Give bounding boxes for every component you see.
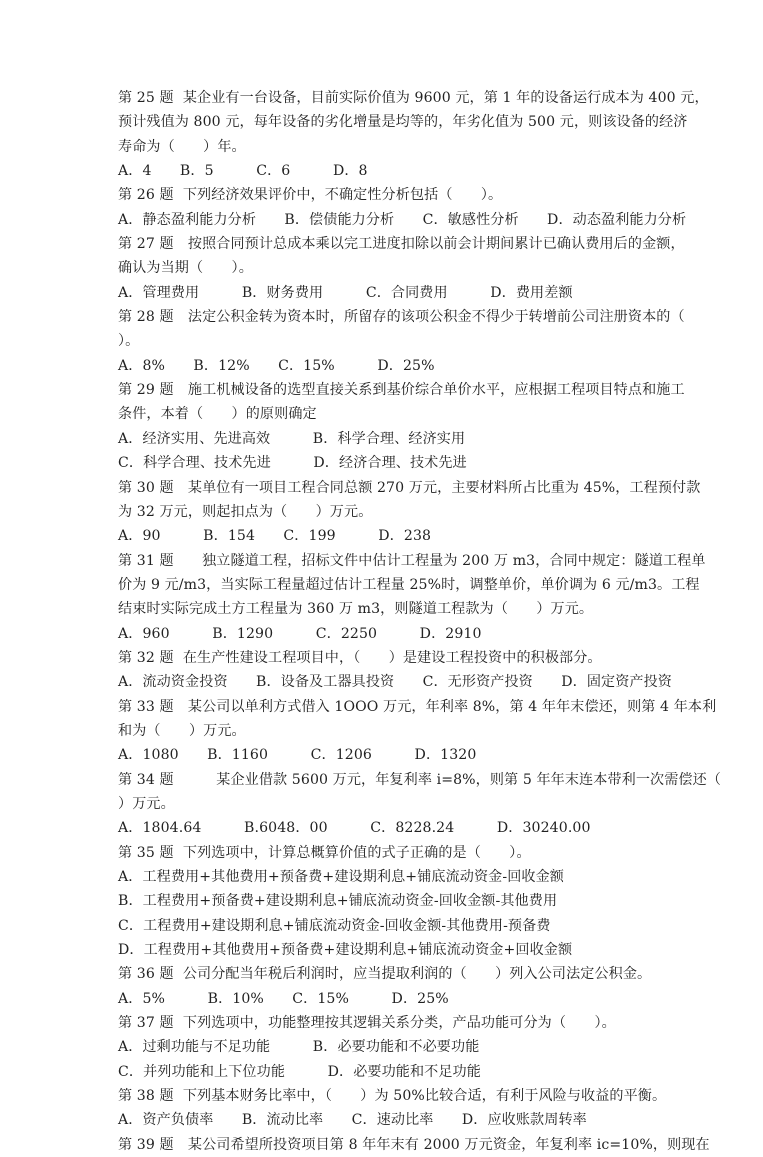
text-line: 和为（ ）万元。	[118, 722, 246, 739]
text-line: A．90 B．154 C．199 D．238	[118, 528, 432, 545]
text-line: C．并列功能和上下位功能 D．必要功能和不足功能	[118, 1063, 481, 1080]
text-line: 预计残值为 800 元，每年设备的劣化增量是均等的，年劣化值为 500 元，则该设备的经济	[118, 114, 688, 131]
text-line: A．1080 B．1160 C．1206 D．1320	[118, 747, 477, 764]
text-line: 第 27 题 按照合同预计总成本乘以完工进度扣除以前会计期间累计已确认费用后的金额，	[118, 236, 685, 253]
text-line: 第 35 题 下列选项中，计算总概算价值的式子正确的是（ ）。	[118, 844, 531, 861]
text-line: C．工程费用+建设期利息+铺底流动资金-回收金额-其他费用-预备费	[118, 917, 551, 934]
text-line: A．流动资金投资 B．设备及工器具投资 C．无形资产投资 D．固定资产投资	[118, 674, 672, 691]
text-line: A．过剩功能与不足功能 B．必要功能和不必要功能	[118, 1039, 480, 1056]
text-line: A．960 B．1290 C．2250 D．2910	[118, 625, 482, 642]
text-line: 第 38 题 下列基本财务比率中，（ ）为 50%比较合适，有利于风险与收益的平衡。	[118, 1088, 667, 1105]
text-line: 第 32 题 在生产性建设工程项目中，（ ）是建设工程投资中的积极部分。	[118, 649, 602, 666]
text-line: A．经济实用、先进高效 B．科学合理、经济实用	[118, 430, 466, 447]
text-line: A．1804.64 B.6048．00 C．8228.24 D．30240.00	[118, 820, 591, 837]
text-line: A．资产负债率 B．流动比率 C．速动比率 D．应收账款周转率	[118, 1112, 587, 1129]
text-line: 结束时实际完成土方工程量为 360 万 m3，则隧道工程款为（ ）万元。	[118, 601, 594, 618]
text-line: ）万元。	[118, 795, 175, 812]
text-line: A．4 B．5 C．6 D．8	[118, 163, 368, 180]
text-line: A．管理费用 B．财务费用 C．合同费用 D．费用差额	[118, 284, 573, 301]
text-line: 第 37 题 下列选项中，功能整理按其逻辑关系分类，产品功能可分为（ ）。	[118, 1015, 616, 1032]
text-line: 确认为当期（ ）。	[118, 260, 253, 277]
text-line: A．5% B．10% C．15% D．25%	[118, 990, 449, 1007]
text-line: 第 36 题 公司分配当年税后利润时，应当提取利润的（ ）列入公司法定公积金。	[118, 966, 652, 983]
text-line: 价为 9 元/m3，当实际工程量超过估计工程量 25%时，调整单价，单价调为 6 元/m3。工程	[118, 576, 700, 593]
text-line: 第 39 题 某公司希望所投资项目第 8 年年末有 2000 万元资金，年复利率 ic=10%，则现在	[118, 1136, 710, 1153]
text-line: C．科学合理、技术先进 D．经济合理、技术先进	[118, 455, 467, 472]
text-line: 第 26 题 下列经济效果评价中，不确定性分析包括（ ）。	[118, 187, 503, 204]
text-line: A．8% B．12% C．15% D．25%	[118, 357, 435, 374]
exam-question-list	[118, 86, 721, 1157]
text-line: A．静态盈利能力分析 B．偿债能力分析 C．敏感性分析 D．动态盈利能力分析	[118, 211, 687, 228]
text-line: 第 29 题 施工机械设备的选型直接关系到基价综合单价水平，应根据工程项目特点和施工	[118, 382, 685, 399]
text-line: 寿命为（ ）年。	[118, 138, 246, 155]
text-line: 第 25 题 某企业有一台设备，目前实际价值为 9600 元，第 1 年的设备运行成本为 400 元，	[118, 90, 709, 106]
text-line: D．工程费用+其他费用+预备费+建设期利息+铺底流动资金+回收金额	[118, 942, 573, 959]
text-line: 第 31 题 独立隧道工程，招标文件中估计工程量为 200 万 m3，合同中规定：隧道工程单	[118, 552, 706, 569]
text-line: B．工程费用+预备费+建设期利息+铺底流动资金-回收金额-其他费用	[118, 893, 558, 910]
text-line: 为 32 万元，则起扣点为（ ）万元。	[118, 503, 373, 520]
text-line: 第 34 题 某企业借款 5600 万元，年复利率 i=8%，则第 5 年年末连本带利一次需偿还（	[118, 771, 721, 788]
text-line: 第 28 题 法定公积金转为资本时，所留存的该项公积金不得少于转增前公司注册资本的（	[118, 309, 685, 326]
text-line: ）。	[118, 333, 140, 350]
text-line: 条件，本着（ ）的原则确定	[118, 406, 317, 423]
text-line: 第 30 题 某单位有一项目工程合同总额 270 万元，主要材料所占比重为 45%，工程预付款	[118, 479, 701, 496]
text-line: 第 33 题 某公司以单利方式借入 1OOO 万元，年利率 8%，第 4 年年末偿还，则第 4 年本利	[118, 698, 717, 715]
text-line: A．工程费用+其他费用+预备费+建设期利息+铺底流动资金-回收金额	[118, 869, 565, 885]
